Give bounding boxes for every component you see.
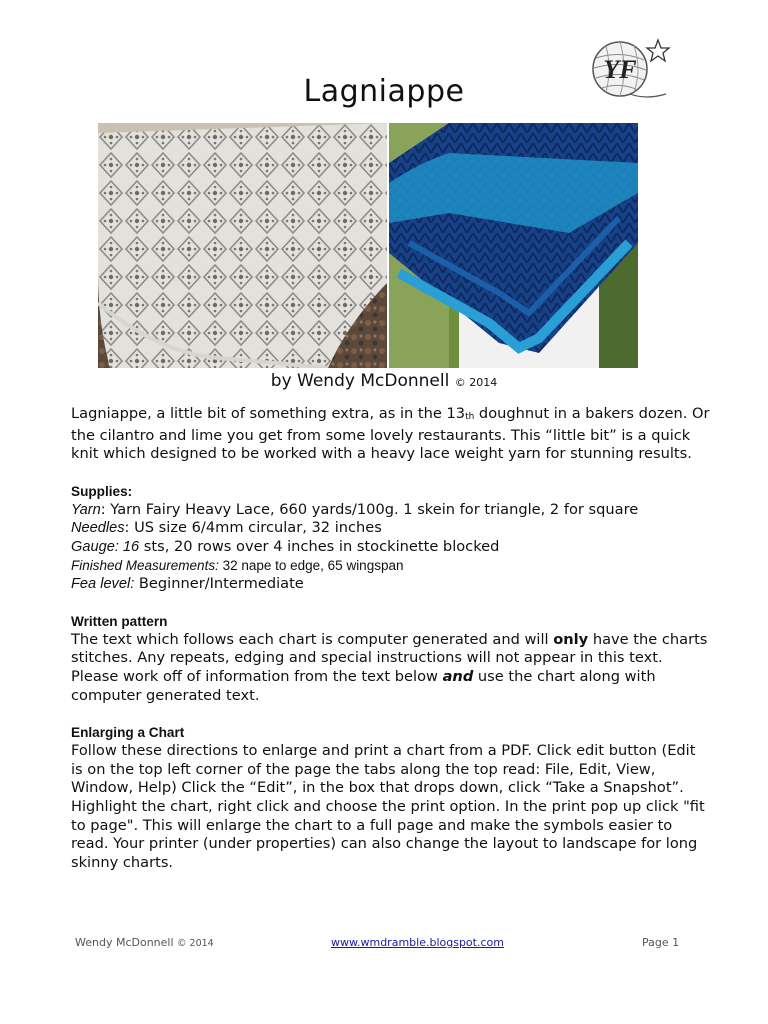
page-number: Page 1 [642,936,680,949]
yarn-value: : Yarn Fairy Heavy Lace, 660 yards/100g. 1 skein for triangle, 2 for square [100,500,639,518]
gauge-line [71,538,711,557]
author-name: by Wendy McDonnell [270,371,450,391]
written-emphasis-only: only [553,630,589,648]
yarn-label: Yarn [71,501,101,518]
intro-text-1: Lagniappe, a little bit of something extra, as in the 13 [71,405,466,422]
fea-level-label: Fea level: [71,576,135,593]
supplies-heading: Supplies: [71,483,133,499]
finished-measurements-label: Finished Measurements: [71,557,219,573]
needles-line [71,519,711,538]
footer-copyright: © 2014 [177,938,214,949]
intro-text-2: doughnut in a bakers dozen. Or the cilantro and lime you get from some lovely restaurants. This “little bit” is a quick knit which designed to be worked with a heavy lace weight yarn for stunning results. [71,405,710,463]
fea-level-value: Beginner/Intermediate [134,575,304,593]
lace-shawl-photo [98,123,387,368]
footer-author-name: Wendy McDonnell [75,936,174,949]
written-text-1: The text which follows each chart is computer generated and will [71,630,554,648]
needles-label: Needles [71,520,125,537]
blog-link[interactable]: www.wmdramble.blogspot.com [331,936,504,949]
fea-level-line [71,575,711,594]
yarn-line [71,501,711,520]
written-text-3: use the chart along with computer generated text. [71,667,656,704]
finished-measurements-value: 32 nape to edge, 65 wingspan [218,557,404,573]
intro-paragraph [71,405,711,464]
written-text-2: have the charts stitches. Any repeats, edging and special instructions will not appear in this text. Please work off of information from the text below [71,630,708,685]
page-title: Lagniappe [303,74,465,109]
gauge-label: Gauge: 16 [71,538,140,555]
byline [0,371,768,391]
byline-copyright: © 2014 [454,376,498,389]
finished-measurements-line [71,557,711,576]
written-pattern-paragraph [71,631,711,705]
needles-value: : US size 6/4mm circular, 32 inches [124,519,382,537]
enlarging-chart-heading: Enlarging a Chart [71,725,185,741]
blue-shawl-photo [389,123,638,368]
enlarging-chart-paragraph: Follow these directions to enlarge and print a chart from a PDF. Click edit button (Edit is on the top left corner of the page the tabs along the top read: File, Edit, View, Window, Help) Click the “Edit”, in the box that drops down, click “Take a Snapshot”. Highlight the chart, right click and choose the print option. In the print pop up click "fit to page". This will enlarge the chart to a full page and make the symbols easier to read. Your printer (under properties) can also change the layout to landscape for long skinny charts. [71,742,705,871]
pattern-content [71,405,711,872]
written-emphasis-and: and [442,667,474,685]
logo-text: YF [603,55,637,84]
gauge-value: sts, 20 rows over 4 inches in stockinette blocked [139,537,500,555]
intro-superscript: th [465,412,475,422]
written-pattern-heading: Written pattern [71,613,168,629]
